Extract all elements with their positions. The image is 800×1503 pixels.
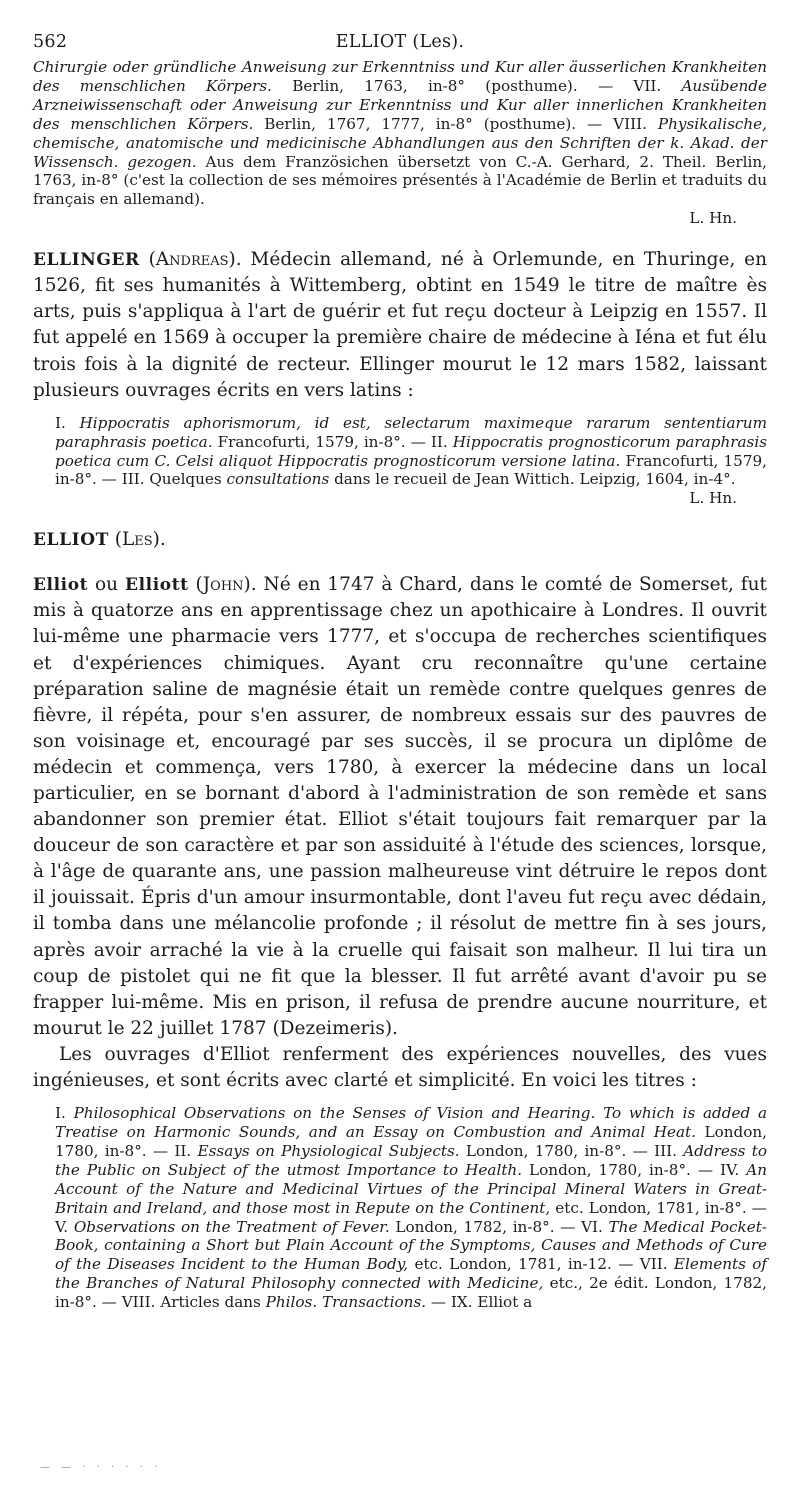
entry-ellinger-works: I. Hippocratis aphorismorum, id est, selectarum maximeque rararum sententiarum paraphrasis poetica. Francofurti, 1579, in-8°. — II. Hippocratis prognosticorum paraphrasis poetica cum C. Celsi aliquot Hippocratis prognosticorum versione latina. Francofurti, 1579, in-8°. — III. Quelques consultations dans le recueil de Jean Wittich. Leipzig, 1604, in-4°.	[55, 413, 767, 489]
author-signature: L. Hn.	[689, 489, 737, 508]
entry-elliot-john-para2: Les ouvrages d'Elliot renferment des expériences nouvelles, des vues ingénieuses, et sont écrits avec clarté et simplicité. En voici les titres :	[33, 1043, 767, 1092]
running-head: ELLIOT (Les).	[335, 32, 465, 52]
entry-ellinger	[33, 247, 767, 508]
entry-elliot-john-works: I. Philosophical Observations on the Senses of Vision and Hearing. To which is added a Treatise on Harmonic Sounds, and an Essay on Combustion and Animal Heat. London, 1780, in-8°. — II. Essays on Physiological Subjects. London, 1780, in-8°. — III. Address to the Public on Subject of the utmost Importance to Health. London, 1780, in-8°. — IV. An Account of the Nature and Medicinal Virtues of the Principal Mineral Waters in Great-Britain and Ireland, and those most in Repute on the Continent, etc. London, 1781, in-8°. — V. Observations on the Treatment of Fever. London, 1782, in-8°. — VI. The Medical Pocket-Book, containing a Short but Plain Account of the Symptoms, Causes and Methods of Cure of the Diseases Incident to the Human Body, etc. London, 1781, in-12. — VII. Elements of the Branches of Natural Philosophy connected with Medicine, etc., 2e édit. London, 1782, in-8°. — VIII. Articles dans Philos. Transactions. — IX. Elliot a	[55, 1104, 768, 1312]
headword: ELLIOT	[33, 530, 109, 551]
footer-marks: — — · · · · · ·	[40, 1462, 162, 1473]
dictionary-page	[33, 32, 767, 1312]
headword: ELLINGER	[33, 250, 140, 271]
continued-entry-text: Chirurgie oder gründliche Anweisung zur Erkenntniss und Kur aller äusserlichen Krankheiten des menschlichen Körpers. Berlin, 1763, in-8° (posthume). — VII. Ausübende Arzneiwissenschaft oder Anweisung zur Erkenntniss und Kur aller innerlichen Krankheiten des menschlichen Körpers. Berlin, 1767, 1777, in-8° (posthume). — VIII. Physikalische, chemische, anatomische und medicinische Abhandlungen aus den Schriften der k. Akad. der Wissensch. gezogen. Aus dem Französichen übersetzt von C.-A. Gerhard, 2. Theil. Berlin, 1763, in-8° (c'est la collection de ses mémoires présentés à l'Académie de Berlin et traduits du français en allemand).	[33, 58, 767, 209]
entry-elliot-heading: ELLIOT (Les).	[33, 529, 166, 551]
entry-ellinger-bio: ELLINGER (Andreas). Médecin allemand, né à Orlemunde, en Thuringe, en 1526, fit ses humanités à Wittemberg, obtint en 1549 le titre de maître ès arts, puis s'appliqua à l'art de guérir et fut reçu docteur à Leipzig en 1557. Il fut appelé en 1569 à occuper la première chaire de médecine à Iéna et fut élu trois fois à la dignité de recteur. Ellinger mourut le 12 mars 1582, laissant plusieurs ouvrages écrits en vers latins :	[33, 249, 767, 401]
headword: Elliott	[125, 575, 189, 596]
page-number: 562	[33, 32, 68, 52]
headword: Elliot	[33, 575, 89, 596]
page-header	[33, 32, 767, 58]
entry-elliot-john	[33, 572, 767, 1312]
entry-elliot-john-bio: Elliot ou Elliott (John). Né en 1747 à Chard, dans le comté de Somerset, fut mis à quatorze ans en apprentissage chez un apothicaire à Londres. Il ouvrit lui-même une pharmacie vers 1777, et s'occupa de recherches scientifiques et d'expériences chimiques. Ayant cru reconnaître qu'une certaine préparation saline de magnésie était un remède contre quelques genres de fièvre, il répéta, pour s'en assurer, de nombreux essais sur des pauvres de son voisinage et, encouragé par ses succès, il se procura un diplôme de médecin et commença, vers 1780, à exercer la médecine dans un local particulier, en se bornant d'abord à l'administration de son remède et sans abandonner son premier état. Elliot s'était toujours fait remarquer par la douceur de son caractère et par son assiduité à l'étude des sciences, lorsque, à l'âge de quarante ans, une passion malheureuse vint détruire le repos dont il jouissait. Épris d'un amour insurmontable, dont l'aveu fut reçu avec dédain, il tomba dans une mélancolie profonde ; il résolut de mettre fin à ses jours, après avoir arraché la vie à la cruelle qui faisait son malheur. Il lui tira un coup de pistolet qui ne fit que la blesser. Il fut arrêté avant d'avoir pu se frapper lui-même. Mis en prison, il refusa de prendre aucune nourriture, et mourut le 22 juillet 1787 (Dezeimeris).	[33, 574, 767, 1039]
continued-entry	[33, 58, 767, 228]
author-signature: L. Hn.	[689, 209, 737, 228]
